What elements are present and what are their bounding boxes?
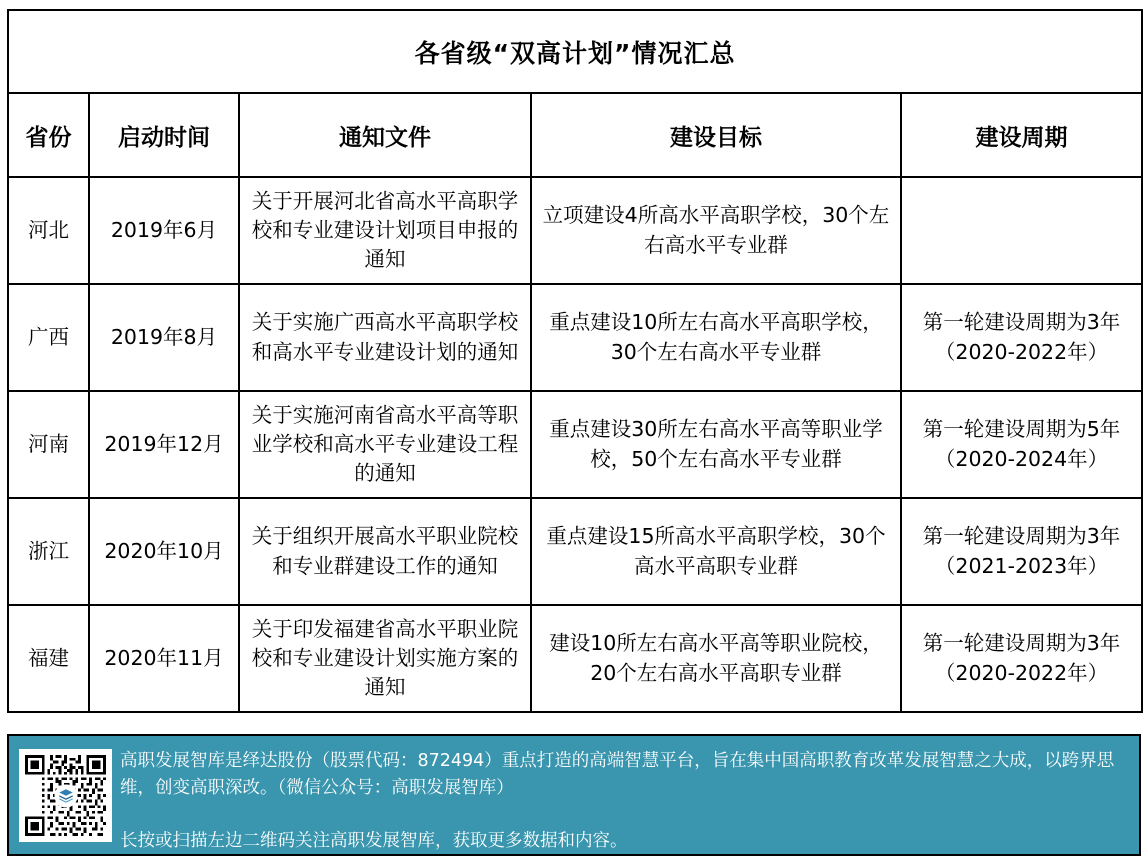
- column-header-build-goal: 建设目标: [531, 93, 901, 177]
- table-row: [8, 391, 1142, 498]
- cell-start-time: 2019年8月: [89, 284, 239, 391]
- cell-notice-doc: 关于实施河南省高水平高等职业学校和高水平专业建设工程的通知: [239, 391, 531, 498]
- cell-build-goal: 重点建设10所左右高水平高职学校，30个左右高水平专业群: [531, 284, 901, 391]
- promo-paragraph: 高职发展智库是绎达股份（股票代码：872494）重点打造的高端智慧平台，旨在集中国高职教育改革发展智慧之大成，以跨界思维，创变高职深改。（微信公众号：高职发展智库）: [120, 751, 1115, 798]
- table-title-row: [8, 10, 1142, 93]
- table-row: [8, 605, 1142, 712]
- table-header-row: [8, 93, 1142, 177]
- cell-notice-doc: 关于印发福建省高水平职业院校和专业建设计划实施方案的通知: [239, 605, 531, 712]
- column-header-province: 省份: [8, 93, 89, 177]
- cell-build-goal: 重点建设30所左右高水平高等职业学校，50个左右高水平专业群: [531, 391, 901, 498]
- cell-start-time: 2020年11月: [89, 605, 239, 712]
- cell-province: 福建: [8, 605, 89, 712]
- cell-build-goal: 建设10所左右高水平高等职业院校，20个左右高水平高职专业群: [531, 605, 901, 712]
- cell-province: 广西: [8, 284, 89, 391]
- cell-start-time: 2019年12月: [89, 391, 239, 498]
- qr-code-icon[interactable]: [19, 749, 112, 842]
- cell-notice-doc: 关于实施广西高水平高职学校和高水平专业建设计划的通知: [239, 284, 531, 391]
- cell-build-cycle: [901, 177, 1142, 284]
- table-row: [8, 284, 1142, 391]
- cell-province: 河南: [8, 391, 89, 498]
- promo-text-block: [112, 736, 1139, 855]
- summary-table: [7, 9, 1143, 713]
- cell-province: 浙江: [8, 498, 89, 605]
- cell-start-time: 2020年10月: [89, 498, 239, 605]
- cell-build-goal: 立项建设4所高水平高职学校，30个左右高水平专业群: [531, 177, 901, 284]
- stacked-layers-icon: [54, 784, 77, 807]
- cell-build-cycle: 第一轮建设周期为3年（2020-2022年）: [901, 605, 1142, 712]
- cell-start-time: 2019年6月: [89, 177, 239, 284]
- brand-logo-icon: [54, 784, 77, 807]
- summary-table-container: [7, 9, 1141, 713]
- promo-banner: [7, 734, 1141, 856]
- cell-build-cycle: 第一轮建设周期为5年（2020-2024年）: [901, 391, 1142, 498]
- cell-build-cycle: 第一轮建设周期为3年（2021-2023年）: [901, 498, 1142, 605]
- cell-notice-doc: 关于组织开展高水平职业院校和专业群建设工作的通知: [239, 498, 531, 605]
- cell-build-cycle: 第一轮建设周期为3年（2020-2022年）: [901, 284, 1142, 391]
- column-header-start-time: 启动时间: [89, 93, 239, 177]
- cell-province: 河北: [8, 177, 89, 284]
- cell-notice-doc: 关于开展河北省高水平高职学校和专业建设计划项目申报的通知: [239, 177, 531, 284]
- table-row: [8, 498, 1142, 605]
- cell-build-goal: 重点建设15所高水平高职学校，30个高水平高职专业群: [531, 498, 901, 605]
- promo-note: 长按或扫描左边二维码关注高职发展智库，获取更多数据和内容。: [120, 831, 628, 852]
- page-title: 各省级“双高计划”情况汇总: [8, 10, 1142, 93]
- column-header-notice-doc: 通知文件: [239, 93, 531, 177]
- column-header-build-cycle: 建设周期: [901, 93, 1142, 177]
- table-row: [8, 177, 1142, 284]
